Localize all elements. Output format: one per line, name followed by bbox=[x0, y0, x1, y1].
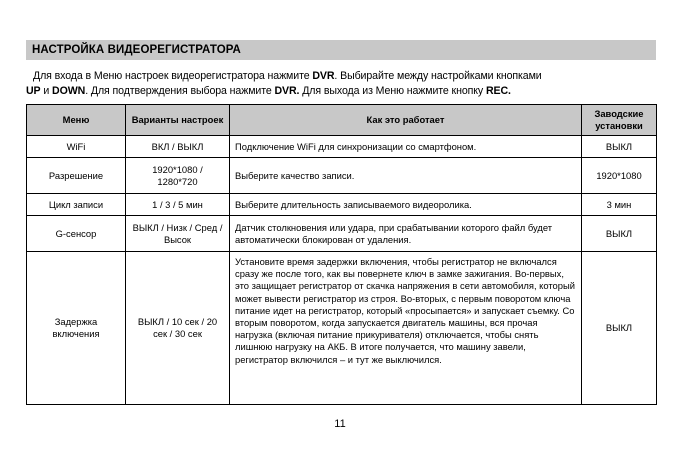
intro-paragraph bbox=[26, 69, 662, 98]
header-menu: Меню bbox=[27, 105, 126, 136]
intro-line-2 bbox=[26, 84, 662, 99]
cell-options: ВЫКЛ / Низк / Сред / Высок bbox=[126, 216, 230, 252]
intro-line-1 bbox=[26, 69, 662, 84]
header-options: Варианты настроек bbox=[126, 105, 230, 136]
cell-menu: WiFi bbox=[27, 136, 126, 158]
cell-description: Установите время задержки включения, чтобы регистратор не включался сразу же после того, как вы повернете ключ в замке зажигания. Во-первых, это защищает регистратор от скачка напряжения в сети автомобиля, который может вывести регистратор из строя. Во-вторых, с первым поворотом ключа питание идет на регистратор, который «просыпается» и запускает съемку. Со вторым поворотом, когда запускается двигатель машины, вся прочая нагрузка (включая питание прикуривателя) отключается, чтобы снять лишнюю нагрузку на АКБ. В итоге получается, что машину завели, регистратор включился – и тут же выключился. bbox=[230, 252, 582, 405]
cell-options: ВКЛ / ВЫКЛ bbox=[126, 136, 230, 158]
intro-text-5: Для выхода из Меню нажмите кнопку bbox=[299, 84, 486, 97]
cell-options: 1920*1080 / 1280*720 bbox=[126, 158, 230, 194]
cell-options: ВЫКЛ / 10 сек / 20 сек / 30 сек bbox=[126, 252, 230, 405]
table-row bbox=[27, 216, 657, 252]
cell-default: ВЫКЛ bbox=[582, 252, 657, 405]
table-row bbox=[27, 158, 657, 194]
intro-text-2: . Выбирайте между настройками кнопками bbox=[334, 70, 542, 82]
intro-key-rec: REC. bbox=[485, 84, 511, 97]
cell-default: ВЫКЛ bbox=[582, 136, 657, 158]
intro-key-dvr: DVR bbox=[312, 70, 335, 82]
settings-table bbox=[26, 104, 657, 405]
table-row bbox=[27, 252, 657, 405]
intro-text-1: Для входа в Меню настроек видеорегистратора нажмите bbox=[33, 70, 313, 82]
intro-text-3: и bbox=[40, 84, 53, 97]
cell-menu: G-сенсор bbox=[27, 216, 126, 252]
page-number: 11 bbox=[334, 418, 346, 430]
table-header-row bbox=[27, 105, 657, 136]
cell-menu: Разрешение bbox=[27, 158, 126, 194]
cell-default: 1920*1080 bbox=[582, 158, 657, 194]
table-row bbox=[27, 194, 657, 216]
intro-key-down: DOWN bbox=[52, 84, 86, 97]
cell-menu: Цикл записи bbox=[27, 194, 126, 216]
cell-description: Выберите длительность записываемого видеоролика. bbox=[230, 194, 582, 216]
intro-key-dvr-confirm: DVR. bbox=[274, 84, 300, 97]
header-description: Как это работает bbox=[230, 105, 582, 136]
cell-options: 1 / 3 / 5 мин bbox=[126, 194, 230, 216]
intro-text-4: . Для подтверждения выбора нажмите bbox=[85, 84, 275, 97]
table-row bbox=[27, 136, 657, 158]
cell-description: Подключение WiFi для синхронизации со смартфоном. bbox=[230, 136, 582, 158]
cell-description: Выберите качество записи. bbox=[230, 158, 582, 194]
cell-default: 3 мин bbox=[582, 194, 657, 216]
intro-key-up: UP bbox=[26, 84, 41, 97]
section-title: НАСТРОЙКА ВИДЕОРЕГИСТРАТОРА bbox=[26, 40, 656, 60]
cell-menu: Задержка включения bbox=[27, 252, 126, 405]
header-default: Заводские установки bbox=[582, 105, 657, 136]
cell-default: ВЫКЛ bbox=[582, 216, 657, 252]
cell-description: Датчик столкновения или удара, при срабатывании которого файл будет автоматически блокирован от удаления. bbox=[230, 216, 582, 252]
